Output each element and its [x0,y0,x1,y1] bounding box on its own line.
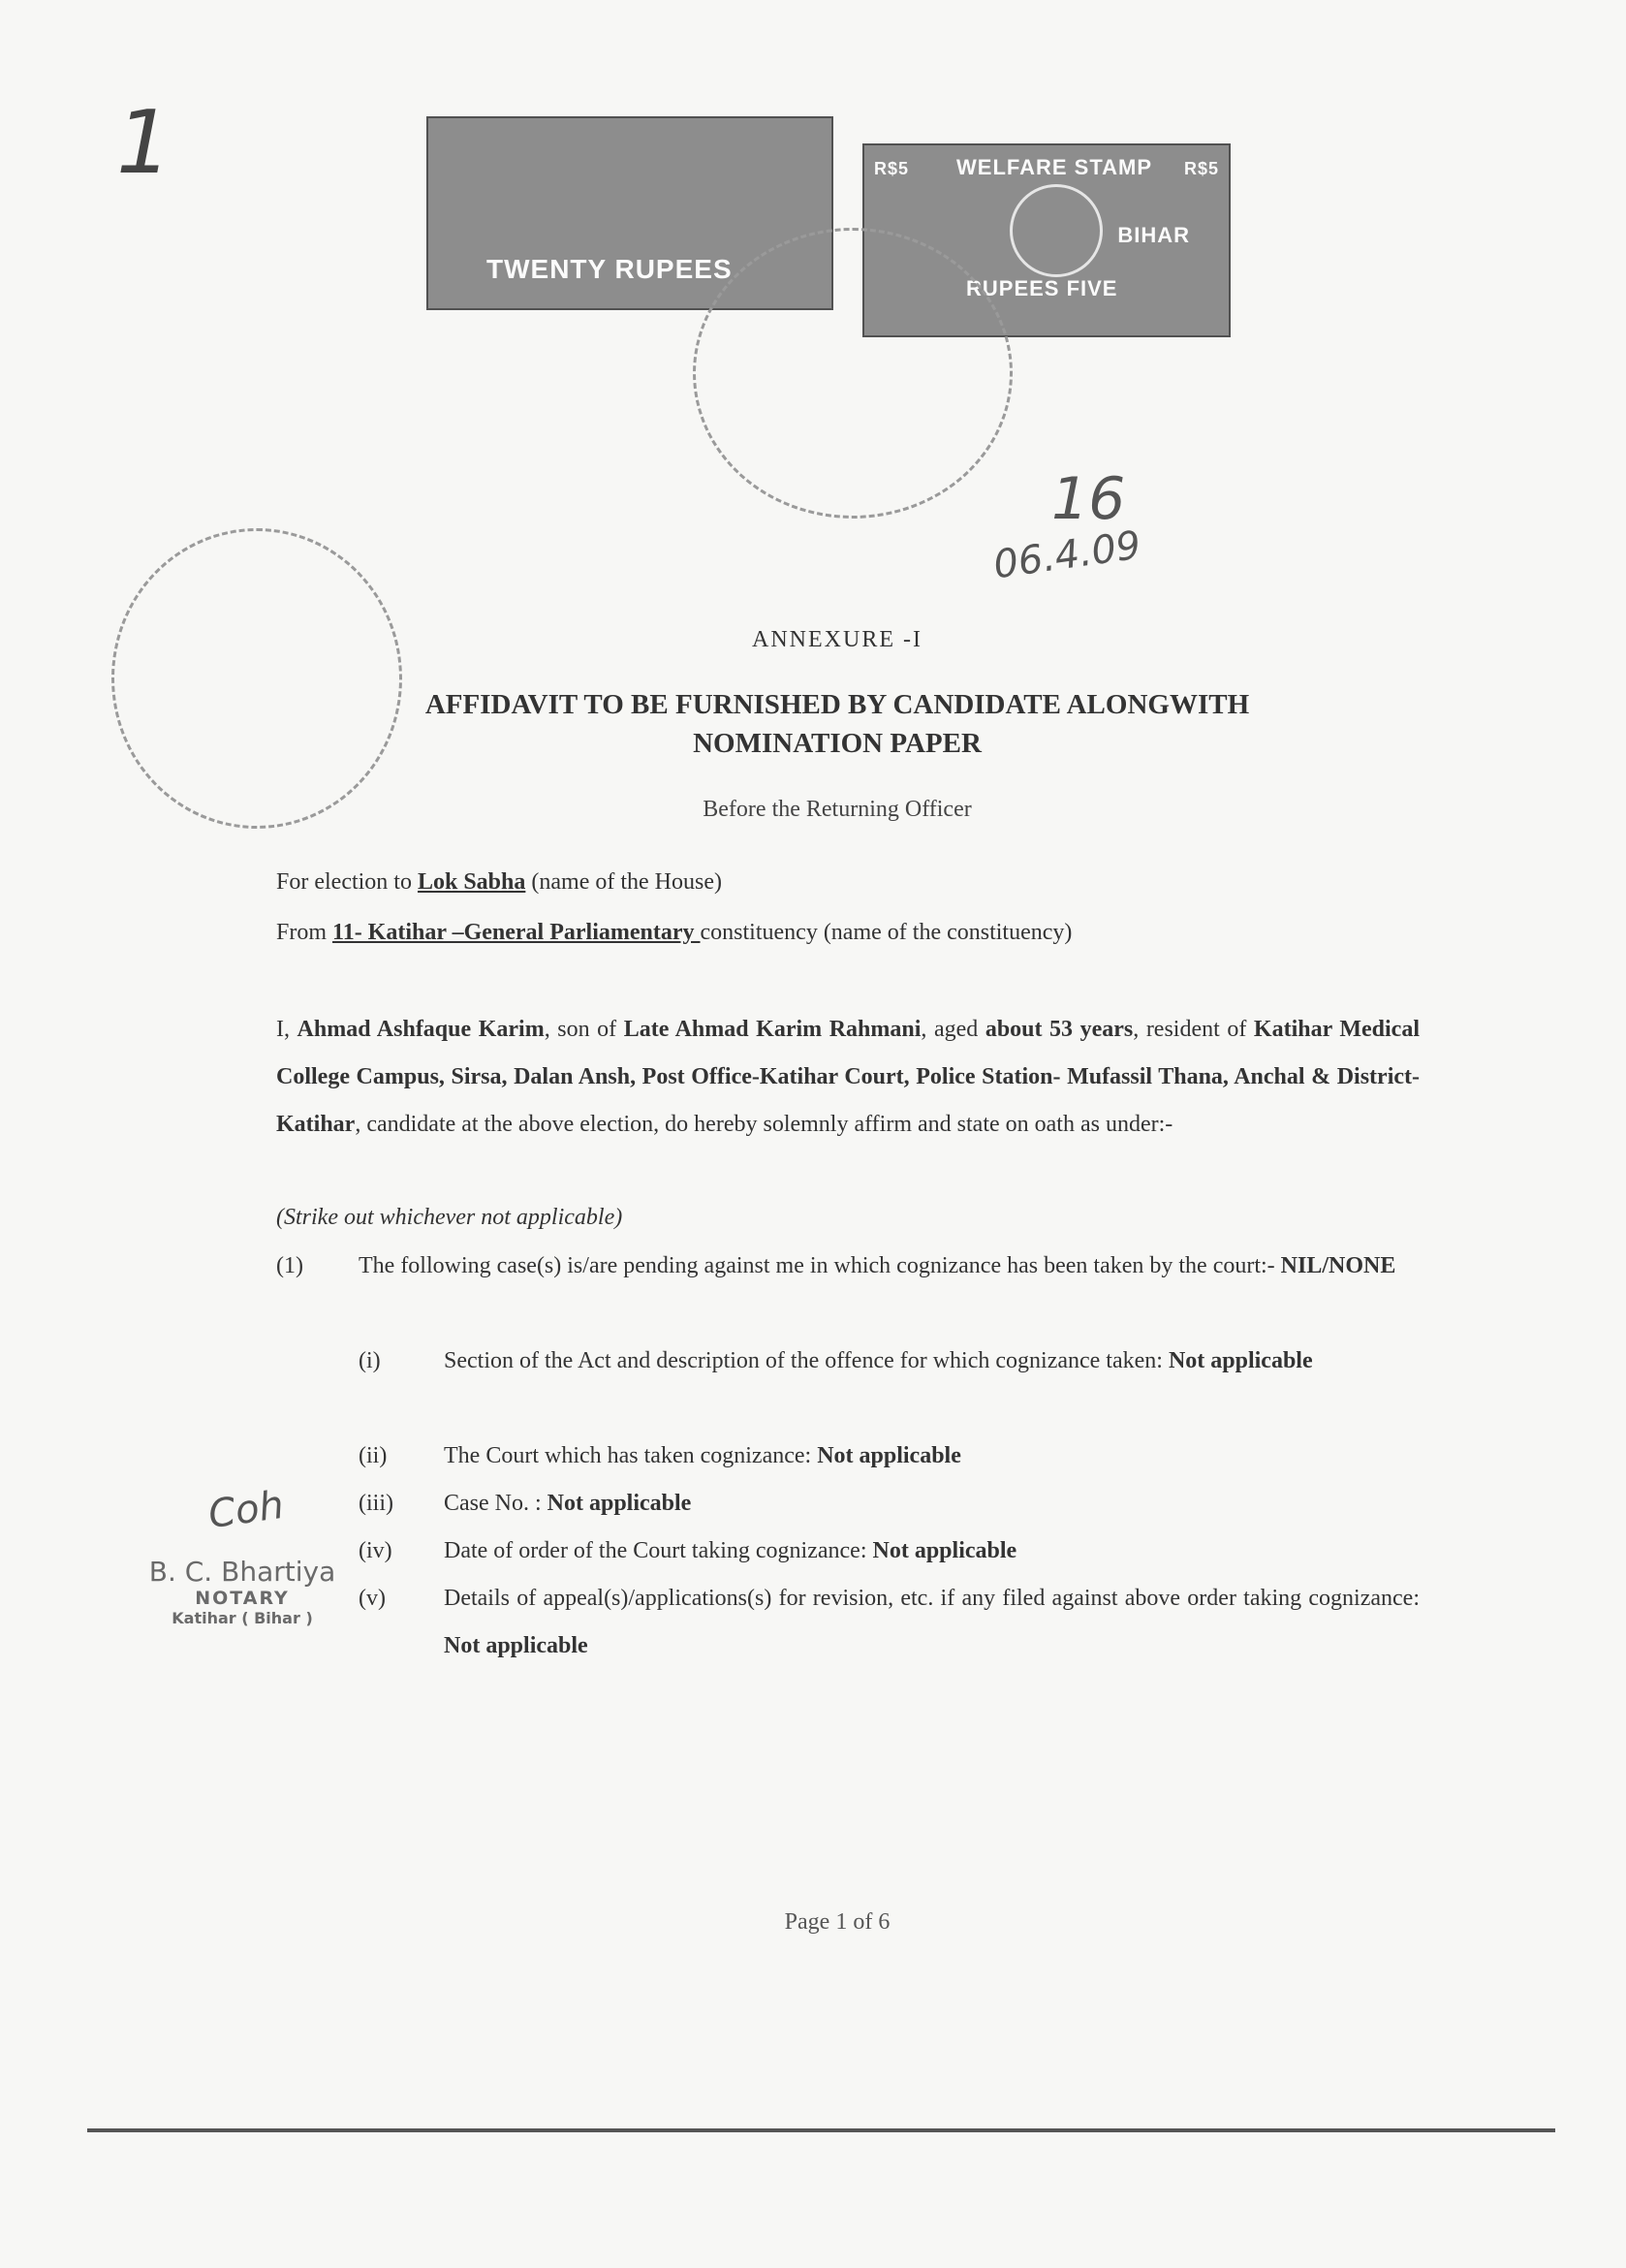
election-house: Lok Sabha [417,869,526,895]
sub-item-number: (i) [359,1348,381,1373]
sub-item-text [444,1480,1420,1528]
welfare-stamp-bottom: RUPEES FIVE [966,276,1118,300]
section-1-answer: NIL/NONE [1280,1253,1396,1278]
welfare-stamp-emblem-icon [1010,184,1103,277]
handwritten-page-mark: 1 [116,92,172,194]
father-name: Late Ahmad Karim Rahmani [623,1017,922,1042]
election-house-line [276,865,722,899]
election-constituency: 11- Katihar –General Parliamentary [332,920,701,945]
election-constituency-line [276,915,1072,950]
handwritten-date-bottom: 06.4.09 [990,522,1144,588]
welfare-stamp-top: WELFARE STAMP [956,155,1153,179]
notary-place: Katihar ( Bihar ) [172,1609,313,1627]
sub-item-answer: Not applicable [547,1491,692,1516]
election-house-suffix: (name of the House) [525,869,722,895]
affidavit-title [0,685,1626,763]
page-number: Page 1 of 6 [784,1909,891,1935]
court-fee-stamp-text: TWENTY RUPEES [486,254,733,284]
deponent-age: about 53 years [985,1017,1134,1042]
notary-name: B. C. Bhartiya [148,1556,336,1588]
notary-signature: Coh [205,1482,287,1538]
sub-item-number: (iii) [359,1491,393,1516]
bottom-border-line [87,2128,1555,2132]
section-1-text [359,1243,1420,1290]
sub-item-answer: Not applicable [444,1633,588,1658]
sub-item-text [444,1433,1420,1480]
welfare-stamp-left-value: R$5 [874,159,910,178]
sub-item-number: (v) [359,1586,386,1611]
sub-item-answer: Not applicable [817,1443,961,1468]
annexure-label: ANNEXURE -I [752,627,922,652]
sub-item-answer: Not applicable [1168,1348,1313,1373]
sub-item-number: (iv) [359,1538,392,1563]
intro-text-2: , son of [544,1017,624,1042]
section-1-number: (1) [276,1253,303,1278]
affidavit-title-line1: AFFIDAVIT TO BE FURNISHED BY CANDIDATE ALONGWITH [424,689,1250,720]
sub-item-body: Date of order of the Court taking cognizance: [444,1538,873,1563]
sub-item-number: (ii) [359,1443,388,1468]
sub-item-answer: Not applicable [872,1538,1017,1563]
intro-text-5: , candidate at the above election, do hereby solemnly affirm and state on oath as under:- [355,1112,1173,1137]
intro-text-4: , resident of [1133,1017,1254,1042]
round-seal-top [693,228,1013,519]
election-constituency-prefix: From [276,920,333,945]
round-seal-left [111,528,402,829]
before-returning-officer: Before the Returning Officer [703,797,972,822]
affidavit-title-line2: NOMINATION PAPER [693,728,982,759]
intro-text-3: , aged [921,1017,985,1042]
welfare-stamp-mid: BIHAR [1117,223,1190,247]
sub-item-body: Section of the Act and description of the offence for which cognizance taken: [444,1348,1169,1373]
sub-item-text [444,1528,1420,1575]
section-1-body: The following case(s) is/are pending against me in which cognizance has been taken by the court:- [359,1253,1281,1278]
sub-item-body: Case No. : [444,1491,547,1516]
strike-out-note: (Strike out whichever not applicable) [276,1205,623,1230]
deponent-address: Katihar Medical College Campus, Sirsa, Dalan Ansh, Post Office-Katihar Court, Police Station- Mufassil Thana, Anchal & District- Katihar [276,1017,1420,1137]
sub-item-body: The Court which has taken cognizance: [444,1443,818,1468]
sub-item-body: Details of appeal(s)/applications(s) for revision, etc. if any filed against above order taking cognizance: [444,1586,1420,1611]
welfare-stamp-right-value: R$5 [1183,159,1219,178]
election-house-prefix: For election to [276,869,418,895]
sub-item-text [444,1338,1420,1385]
notary-title: NOTARY [195,1588,290,1609]
intro-text-1: I, [276,1017,297,1042]
sub-item-text [444,1575,1420,1670]
handwritten-date-top: 16 [1051,465,1126,533]
intro-paragraph [276,1006,1420,1149]
deponent-name: Ahmad Ashfaque Karim [297,1017,545,1042]
election-constituency-suffix: constituency (name of the constituency) [700,920,1073,945]
notary-stamp [116,1556,368,1627]
